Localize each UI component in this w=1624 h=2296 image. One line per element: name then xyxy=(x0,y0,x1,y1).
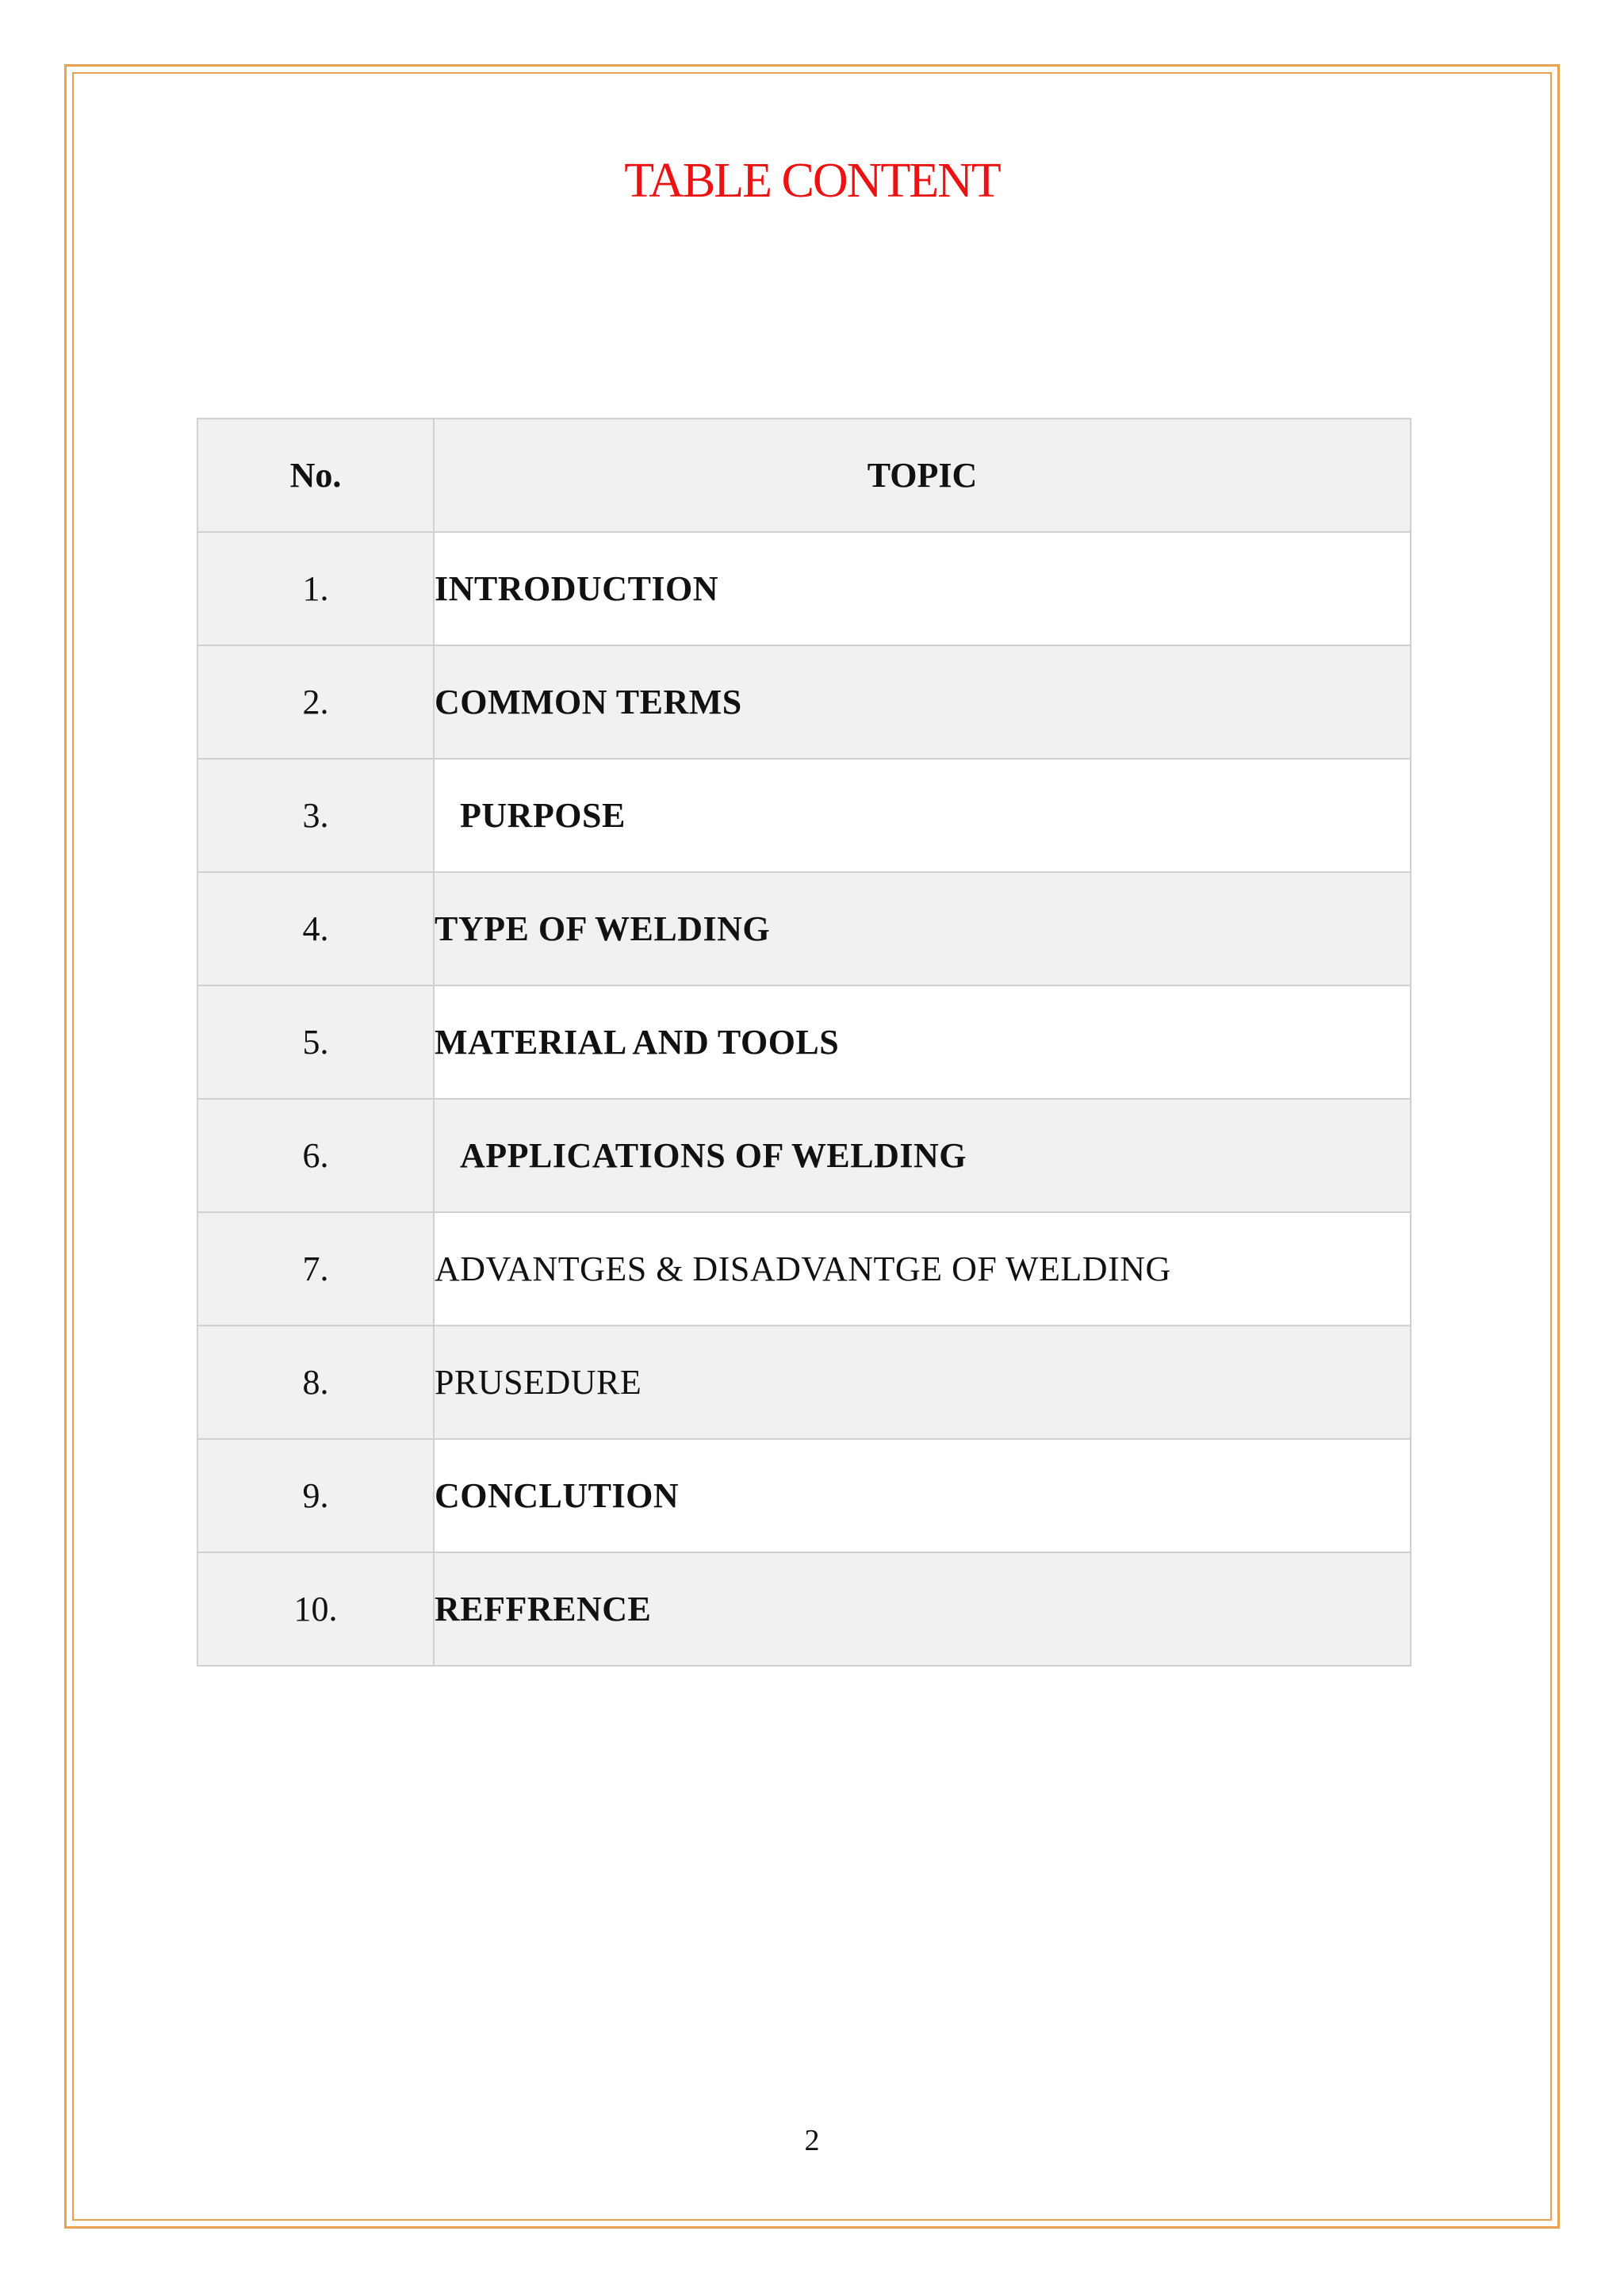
page-number: 2 xyxy=(804,2124,820,2157)
table-row xyxy=(197,532,1411,645)
row-number: 7. xyxy=(197,1212,434,1326)
table-row xyxy=(197,872,1411,985)
row-topic: APPLICATIONS OF WELDING xyxy=(434,1099,1411,1212)
row-number: 4. xyxy=(197,872,434,985)
table-row xyxy=(197,1439,1411,1552)
row-number: 8. xyxy=(197,1326,434,1439)
row-number: 9. xyxy=(197,1439,434,1552)
row-number: 10. xyxy=(197,1552,434,1666)
row-topic: TYPE OF WELDING xyxy=(434,872,1411,985)
row-topic: ADVANTGES & DISADVANTGE OF WELDING xyxy=(434,1212,1411,1326)
table-row xyxy=(197,1099,1411,1212)
row-topic: MATERIAL AND TOOLS xyxy=(434,985,1411,1099)
row-number: 1. xyxy=(197,532,434,645)
row-topic: INTRODUCTION xyxy=(434,532,1411,645)
row-topic: COMMON TERMS xyxy=(434,645,1411,759)
row-topic: CONCLUTION xyxy=(434,1439,1411,1552)
table-row xyxy=(197,759,1411,872)
row-number: 6. xyxy=(197,1099,434,1212)
table-header-row xyxy=(197,419,1411,532)
table-row xyxy=(197,1552,1411,1666)
column-header-no: No. xyxy=(197,419,434,532)
row-number: 3. xyxy=(197,759,434,872)
row-topic: REFFRENCE xyxy=(434,1552,1411,1666)
row-number: 5. xyxy=(197,985,434,1099)
table-row xyxy=(197,645,1411,759)
table-row xyxy=(197,985,1411,1099)
page-title: TABLE CONTENT xyxy=(624,154,1000,208)
table-row xyxy=(197,1326,1411,1439)
row-number: 2. xyxy=(197,645,434,759)
row-topic: PURPOSE xyxy=(434,759,1411,872)
row-topic: PRUSEDURE xyxy=(434,1326,1411,1439)
column-header-topic: TOPIC xyxy=(434,419,1411,532)
table-row xyxy=(197,1212,1411,1326)
table-of-contents xyxy=(197,418,1411,1667)
